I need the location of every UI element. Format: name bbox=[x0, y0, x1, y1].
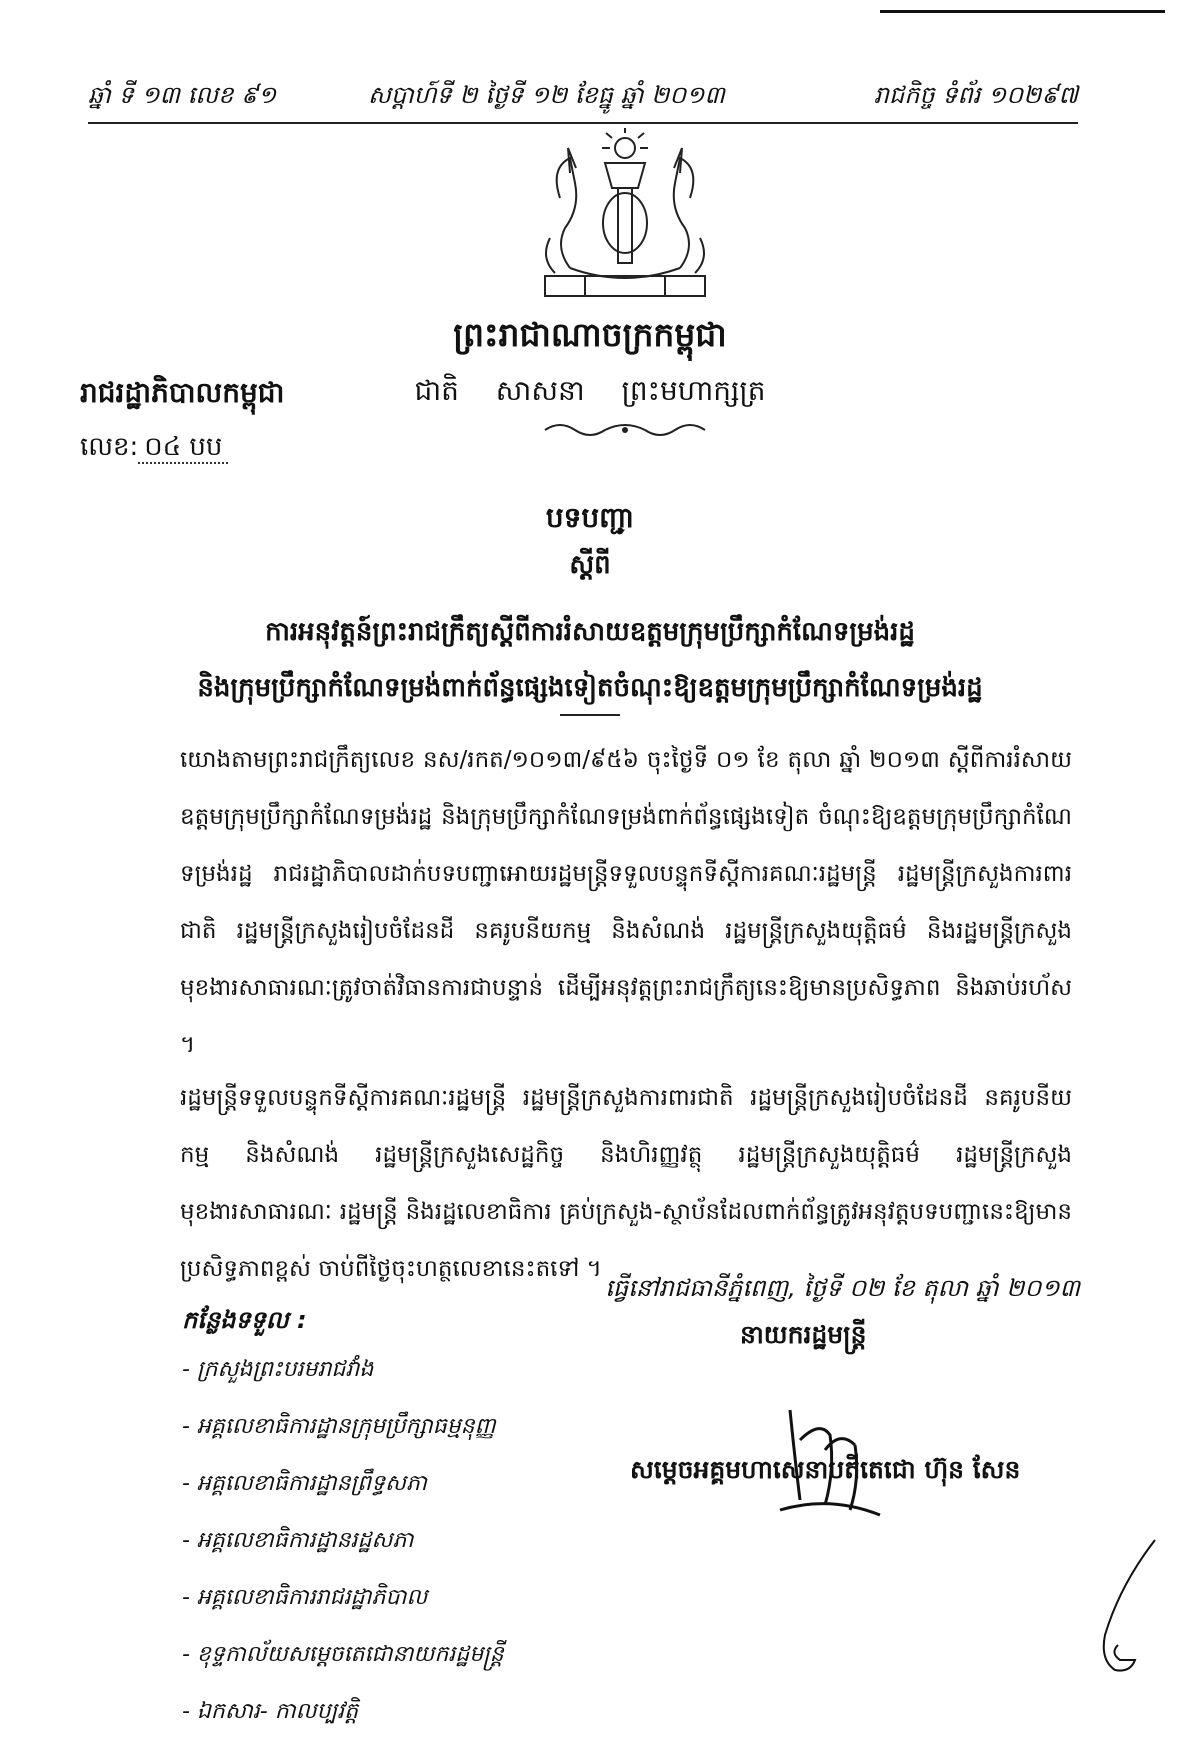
recipient-item: - ឯកសារ- កាលប្បវត្តិ bbox=[182, 1699, 359, 1724]
kingdom-title: ព្រះរាជាណាចក្រកម្ពុជា bbox=[453, 315, 727, 354]
recipient-item: - អគ្គលេខាធិការដ្ឋានរដ្ឋសភា bbox=[182, 1528, 414, 1553]
ornament-divider-icon bbox=[540, 420, 710, 440]
subject bbox=[0, 604, 1180, 716]
royal-arms-emblem-icon bbox=[530, 128, 720, 303]
subject-line: និងក្រុមប្រឹក្សាកំណែទម្រង់ពាក់ព័ន្ធផ្សេងទៀតចំណុះឱ្យឧត្តមក្រុមប្រឹក្សាកំណែទម្រង់រដ្ឋ bbox=[197, 673, 983, 703]
recipient-item: - អគ្គលេខាធិការរាជរដ្ឋាភិបាល bbox=[182, 1585, 428, 1610]
body-paragraph: យោងតាមព្រះរាជក្រឹត្យលេខ នស/រកត/១០១៣/៩៥៦ ចុះថ្ងៃទី ០១ ខែ តុលា ឆ្នាំ ២០១៣ ស្តីពីការរំសាយឧត្តមក្រុមប្រឹក្សាកំណែទម្រង់រដ្ឋ និងក្រុមប្រឹក្សាកំណែទម្រង់ពាក់ព័ន្ធផ្សេងទៀត ចំណុះឱ្យឧត្តមក្រុមប្រឹក្សាកំណែទម្រង់រដ្ឋ រាជរដ្ឋាភិបាលដាក់បទបញ្ជាអោយរដ្ឋមន្ត្រីទទួលបន្ទុកទីស្តីការគណៈរដ្ឋមន្ត្រី រដ្ឋមន្ត្រីក្រសួងការពារជាតិ រដ្ឋមន្ត្រីក្រសួងរៀបចំដែនដី នគរូបនីយកម្ម និងសំណង់ រដ្ឋមន្ត្រីក្រសួងយុត្តិធម៌ និងរដ្ឋមន្ត្រីក្រសួងមុខងារសាធារណៈត្រូវចាត់វិធានការជាបន្ទាន់ ដើម្បីអនុវត្តព្រះរាជក្រឹត្យនេះឱ្យមានប្រសិទ្ធភាព និងឆាប់រហ័ស ។ bbox=[180, 747, 1072, 1058]
year-issue: ឆ្នាំ ទី ១៣ លេខ ៩១ bbox=[88, 81, 277, 109]
header-date: សប្តាហ៍ទី ២ ថ្ងៃទី ១២ ខែធ្នូ ឆ្នាំ ២០១៣ bbox=[368, 81, 725, 109]
number-label: លេខ: bbox=[80, 432, 139, 462]
document-type: បទបញ្ជា bbox=[545, 501, 635, 534]
body-paragraph: រដ្ឋមន្ត្រីទទួលបន្ទុកទីស្តីការគណៈរដ្ឋមន្ត្រី រដ្ឋមន្ត្រីក្រសួងការពារជាតិ រដ្ឋមន្ត្រីក្រសួងរៀបចំដែនដី នគរូបនីយកម្ម និងសំណង់ រដ្ឋមន្ត្រីក្រសួងសេដ្ឋកិច្ច និងហិរញ្ញវត្ថុ រដ្ឋមន្ត្រីក្រសួងយុត្តិធម៌ រដ្ឋមន្ត្រីក្រសួងមុខងារសាធារណៈ រដ្ឋមន្ត្រី និងរដ្ឋលេខាធិការ គ្រប់ក្រសួង-ស្ថាប័នដែលពាក់ព័ន្ធត្រូវអនុវត្តបទបញ្ជានេះឱ្យមានប្រសិទ្ធភាពខ្ពស់ ចាប់ពីថ្ងៃចុះហត្ថលេខានេះតទៅ ។ bbox=[180, 1085, 1072, 1282]
government-name: រាជរដ្ឋាភិបាលកម្ពុជា bbox=[80, 376, 285, 409]
scan-edge-line bbox=[880, 10, 1165, 13]
header-rule bbox=[88, 122, 1078, 124]
signer-name: សម្តេចអគ្គមហាសេនាបតីតេជោ ហ៊ុន សែន bbox=[630, 1455, 1021, 1484]
subject-line: ការអនុវត្តន៍ព្រះរាជក្រឹត្យស្តីពីការរំសាយឧត្តមក្រុមប្រឹក្សាកំណែទម្រង់រដ្ឋ bbox=[265, 617, 915, 647]
subject-divider bbox=[560, 714, 620, 716]
concerning-label: ស្តីពី bbox=[569, 550, 611, 580]
recipient-item: - ក្រសួងព្រះបរមរាជវាំង bbox=[182, 1357, 374, 1382]
recipients-list bbox=[182, 1355, 504, 1754]
number-value: ០៤ បប bbox=[138, 432, 228, 464]
prime-minister-title: នាយករដ្ឋមន្ត្រី bbox=[740, 1320, 867, 1349]
place-date: ធ្វើនៅរាជធានីភ្នំពេញ, ថ្ងៃទី ០២ ខែ តុលា ឆ្នាំ ២០១៣ bbox=[605, 1274, 1080, 1302]
recipients-title: កន្លែងទទួល : bbox=[182, 1306, 307, 1334]
gazette-page: រាជកិច្ច ទំព័រ ១០២៩៧ bbox=[873, 81, 1078, 109]
recipient-item: - អគ្គលេខាធិការដ្ឋានព្រឹទ្ធសភា bbox=[182, 1471, 427, 1496]
national-motto: ជាតិ សាសនា ព្រះមហាក្សត្រ bbox=[414, 374, 766, 407]
gazette-header bbox=[88, 80, 1078, 120]
recipient-item: - ខុទ្ទកាល័យសម្តេចតេជោនាយករដ្ឋមន្ត្រី bbox=[182, 1642, 504, 1667]
initials-mark-icon bbox=[1090, 1535, 1160, 1675]
document-number bbox=[80, 430, 228, 468]
recipient-item: - អគ្គលេខាធិការដ្ឋានក្រុមប្រឹក្សាធម្មនុញ្ញ bbox=[182, 1414, 496, 1439]
